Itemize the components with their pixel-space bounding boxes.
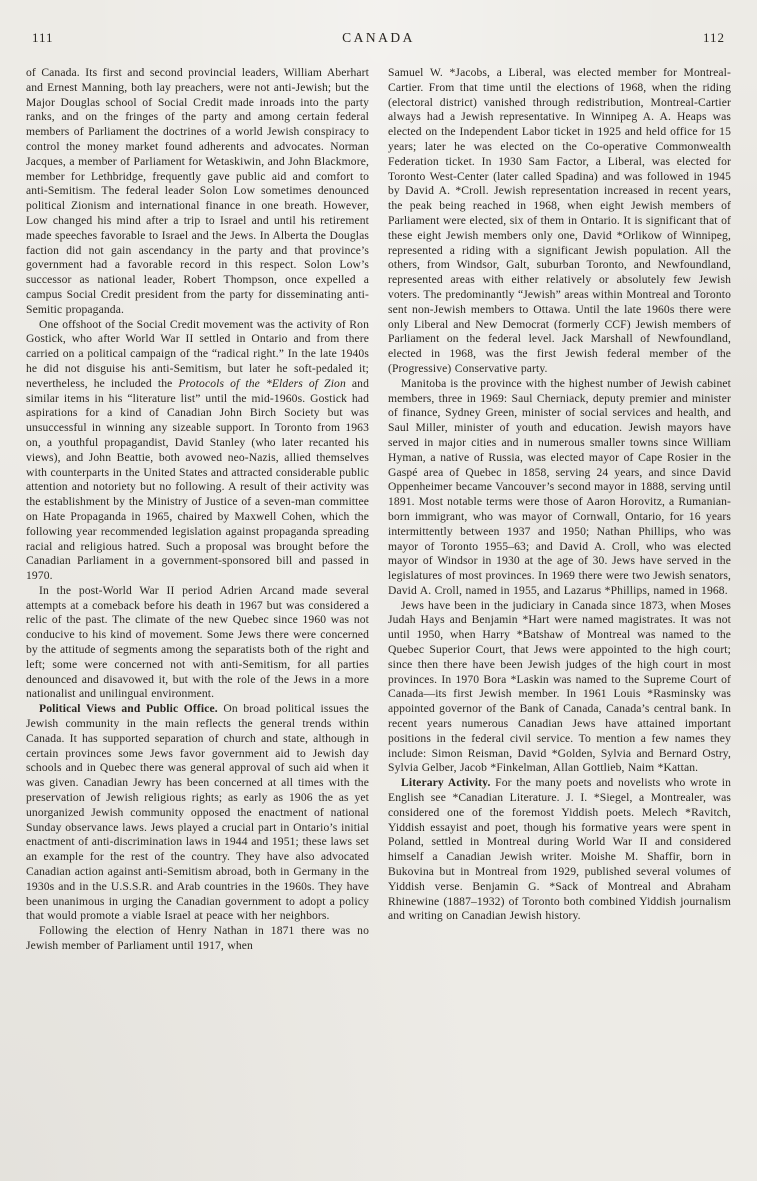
paragraph xyxy=(26,924,369,954)
text-segment: In the post-World War II period Adrien Arcand made several attempts at a comeback before his death in 1967 but was considered a relic of the past. The climate of the new Quebec since 1960 was not conducive to his kind of movement. Some Jews there were concerned by the attitude of segments among the separatists both of the right and left; some were concerned not with anti-Semitism, for all parties denounced and disavowed it, but with the role of the Jews in a more nationalist and unilingual environment. xyxy=(26,583,369,701)
right-column xyxy=(388,66,731,954)
text-segment: For the many poets and novelists who wrote in English see *Canadian Literature. J. I. *Siegel, a Montrealer, was considered one of the foremost Yiddish poets. Melech *Ravitch, Yiddish essayist and poet, though his formative years were spent in Poland, settled in Montreal during World War II and considered himself a Canadian Jewish writer. Moishe M. Shaffir, born in Bukovina but in Montreal from 1929, published several volumes of Yiddish verse. Benjamin G. *Sack of Montreal and Abraham Rhinewine (1887–1932) of Toronto both combined Yiddish journalism and writing on Canadian Jewish history. xyxy=(388,776,731,923)
text-segment: of Canada. Its first and second provincial leaders, William Aberhart and Ernest Manning, both lay preachers, were not anti-Jewish; but the Major Douglas school of Social Credit made inroads into the party ranks, and on the fringes of the party and among certain federal members of Parliament the doctrines of a world Jewish conspiracy to control the money market found adherents and advocates. Norman Jacques, a member of Parliament for Wetaskiwin, and John Blackmore, member for Lethbridge, frequently gave public aid and comfort to anti-Semitism. The federal leader Solon Low sometimes denounced political Zionism and international finance in one breath. However, Low changed his mind after a trip to Israel and until his retirement made speeches favorable to Israel and the Jews. In Alberta the Douglas faction did not gain ascendancy in the party and that province’s government had a favorable record in this respect. Solon Low’s successor as national leader, Robert Thompson, once expelled a campus Social Credit president from the party for disseminating anti-Semitic propaganda. xyxy=(26,66,369,316)
text-segment: Samuel W. *Jacobs, a Liberal, was elected member for Montreal-Cartier. From that time until the elections of 1968, when the riding (electoral district) vanished through redistribution, Montreal-Cartier always had a Jewish representative. In Winnipeg A. A. Heaps was elected on the Independent Labor ticket in 1925 and held office for 15 years; later he was elected on the Co-operative Commonwealth Federation ticket. In 1930 Sam Factor, a Liberal, was elected for Toronto West-Center (later called Spadina) and was followed in 1945 by David A. *Croll. Jewish representation increased in recent years, the peak being reached in 1968, when eight Jewish members of Parliament were elected, six of them in Ontario. It is significant that of these eight Jewish members only one, David *Orlikow of Winnipeg, represented a riding with a significant Jewish population. All the others, from Windsor, Galt, suburban Toronto, and Newfoundland, represented areas with either relatively or absolutely few Jewish voters. The predominantly “Jewish” areas within Montreal and Toronto sent non-Jewish members to Ottawa. Until the late 1960s there were only Liberal and New Democrat (formerly CCF) Jewish members of Parliament on the federal level. Jack Marshall of Newfoundland, elected in 1968, was the first Jewish federal member of the (Progressive) Conservative party. xyxy=(388,66,731,375)
page-title: CANADA xyxy=(342,30,415,45)
text-columns xyxy=(26,66,731,954)
text-segment: Protocols of the *Elders of Zion xyxy=(178,376,346,390)
paragraph xyxy=(388,599,731,777)
text-segment: One offshoot of the Social Credit movement was the activity of Ron Gostick, who after World War II settled in Ontario and from there carried on a political campaign of the “radical right.” In the late 1940s he did not disguise his anti-Semitism, but later he soft-pedaled it; nevertheless, he included the xyxy=(26,317,369,390)
text-segment: Following the election of Henry Nathan in 1871 there was no Jewish member of Parliament until 1917, when xyxy=(26,924,369,953)
running-head xyxy=(30,30,727,50)
text-segment: Manitoba is the province with the highest number of Jewish cabinet members, three in 1969: Saul Cherniack, deputy premier and minister of finance, Sydney Green, minister of social services and health, and Saul Miller, minister of youth and education. Jewish mayors have served in major cities and in numerous smaller towns since William Hyman, a native of Russia, was elected mayor of Cape Rosier in the Gaspé area of Quebec in 1858, serving 24 years, and since David Oppenheimer became Vancouver’s second mayor in 1888, serving until 1891. Most notable terms were those of Aaron Horovitz, a Rumanian-born immigrant, who was mayor of Cornwall, Ontario, for 16 years intermittently between 1937 and 1950; Nathan Phillips, who was mayor of Toronto 1955–63; and David A. Croll, who was elected mayor of Windsor in 1930 at the age of 30. Jews have served in the legislatures of most provinces. In 1969 there were two Jewish senators, David A. Croll, named in 1955, and Lazarus *Phillips, named in 1968. xyxy=(388,376,731,597)
text-segment: and similar items in his “literature list” until the mid-1960s. Gostick had aspirations for a kind of Canadian John Birch Society but was unsuccessful in winning any sizeable support. In Toronto from 1963 on, a youthful propagandist, David Stanley (who later recanted his views), and John Beattie, both avowed neo-Nazis, allied themselves with counterparts in the United States and attracted considerable public attention and notoriety but no following. A result of their activity was the establishment by the Ministry of Justice of a seven-man committee on Hate Propaganda in 1965, chaired by Maxwell Cohen, which the following year recommended legislation against propaganda spreading racial and religious hatred. Such a proposal was brought before the Canadian Parliament in a government-sponsored bill and passed in 1970. xyxy=(26,376,369,583)
paragraph xyxy=(26,584,369,702)
paragraph xyxy=(26,702,369,924)
text-segment: On broad political issues the Jewish community in the main reflects the general trends within Canada. It has supported separation of church and state, although in certain provinces some Jews favor government aid to Jewish day schools and in Quebec there was general approval of such aid when it was given. Canadian Jewry has been concerned at all times with the preservation of Jewish religious rights; as early as 1906 the as yet unorganized Jewish community opposed the enactment of national Sunday observance laws. Jews played a crucial part in Ontario’s initial enactment of anti-discrimination laws in 1944 and 1951; these laws set an example for the rest of the country. They have also advocated Canadian action against anti-Semitism abroad, both in Germany in the 1930s and in the U.S.S.R. and Arab countries in the 1960s. They have been unanimous in urging the Canadian government to adopt a policy that would promote a viable Israel at peace with her neighbors. xyxy=(26,702,370,923)
right-page-number: 112 xyxy=(702,30,725,45)
left-column xyxy=(26,66,369,954)
paragraph xyxy=(388,377,731,599)
paragraph xyxy=(388,66,731,377)
text-segment: Jews have been in the judiciary in Canada since 1873, when Moses Judah Hays and Benjamin *Hart were named magistrates. It was not until 1950, when Harry *Batshaw of Montreal was named to the Quebec Superior Court, that Jews were appointed to the high court; since then there have been Jewish judges of the high court in most provinces. In 1970 Bora *Laskin was named to the Supreme Court of Canada—its first Jewish member. In 1961 Louis *Rasminsky was appointed governor of the Bank of Canada, Canada’s central bank. In recent years numerous Canadian Jews have attained important positions in the federal civil service. To mention a few names they include: Simon Reisman, David *Golden, Sylvia and Bernard Ostry, Sylvia Gelber, Jacob *Finkelman, Allan Gottlieb, Naim *Kattan. xyxy=(388,598,731,775)
section-heading-lead: Literary Activity. xyxy=(401,776,491,790)
paragraph xyxy=(26,66,369,318)
paragraph xyxy=(388,776,731,924)
left-page-number: 111 xyxy=(32,30,54,45)
section-heading-lead: Political Views and Public Office. xyxy=(39,702,218,716)
paragraph xyxy=(26,318,369,584)
